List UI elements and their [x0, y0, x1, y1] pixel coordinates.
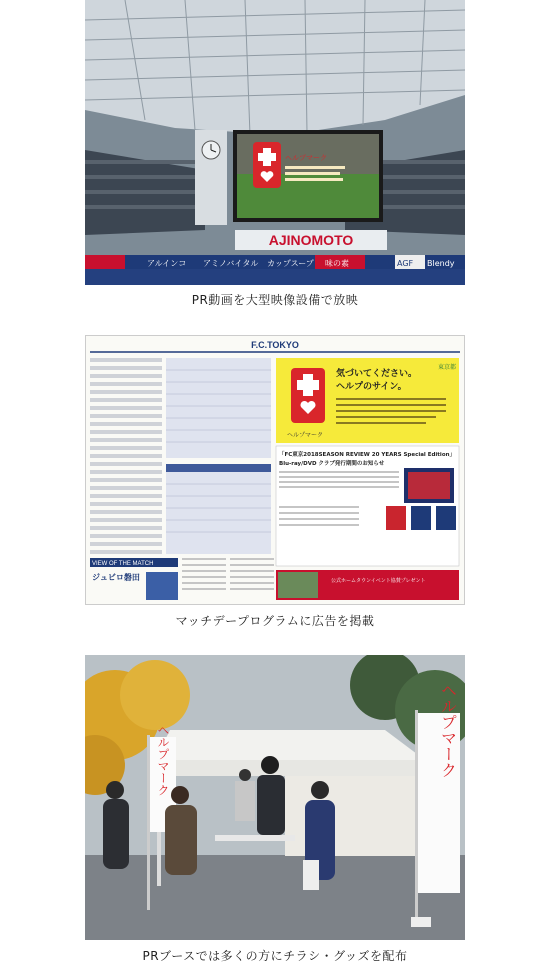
program-masthead: F.C.TOKYO — [251, 340, 299, 350]
left-banner: VIEW OF THE MATCH — [92, 561, 154, 567]
caption-photo2: マッチデープログラムに広告を掲載 — [175, 614, 375, 628]
caption-photo3: PRブースでは多くの方にチラシ・グッズを配布 — [142, 949, 408, 963]
ad-heading-2: ヘルプのサイン。 — [336, 382, 407, 392]
flag-right: ヘルプマーク — [438, 682, 458, 778]
ad-board-4: 味の素 — [325, 259, 349, 268]
ad-board-2: アミノバイタル — [203, 259, 259, 268]
photo-pr-booth — [85, 655, 465, 940]
caption-photo1: PR動画を大型映像設備で放映 — [191, 293, 359, 307]
photo-stadium-screen — [85, 0, 465, 285]
ad-board-1: アルインコ — [147, 259, 187, 268]
left-team: ジュビロ磐田 — [92, 573, 140, 582]
flag-left: ヘルプマーク — [156, 724, 170, 796]
photo-match-program — [85, 335, 465, 605]
ajinomoto-banner: AJINOMOTO — [268, 232, 354, 248]
ad-board-6: Blendy — [427, 259, 455, 268]
screen-title: ヘルプマーク — [285, 154, 327, 162]
ad-mark-label: ヘルプマーク — [287, 432, 324, 439]
review-heading: 「FC東京2018SEASON REVIEW 20 YEARS Special Edition」 — [279, 452, 456, 458]
ad-org: 東京都 — [438, 364, 457, 371]
ad-heading-1: 気づいてください。 — [336, 369, 418, 379]
bottom-ad: 公式ホームタウンイベント協賛プレゼント — [331, 578, 426, 584]
ad-board-5: AGF — [397, 259, 414, 268]
review-sub: Blu-ray/DVD クラブ発行期間のお知らせ — [279, 461, 385, 467]
ad-board-3: カップスープ — [267, 259, 314, 268]
